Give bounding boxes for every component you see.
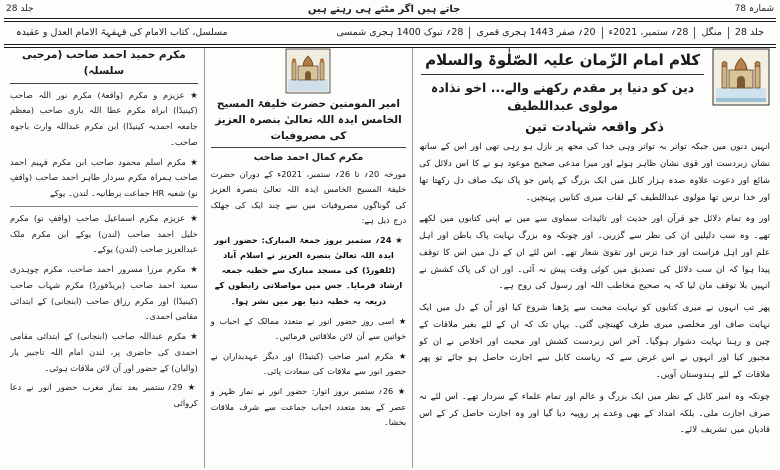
side-column-list xyxy=(10,88,198,412)
meta-hijri-shamsi: 28؍ تبوک 1400 ہجری شمسی xyxy=(336,27,464,38)
lead-paragraph: چونکہ وہ امیر کابل کے نظر میں ایک بزرگ و عالم اور تمام علماء کے سردار تھے۔ اس لئے نہ صرف اجازت ملی۔ بلکہ امداد کے بھی وعدے پر روپیہ دیا گیا اور وہ اجازت حاصل کر کے اس قادیان میں تشریف لائے۔ xyxy=(419,391,770,436)
lead-subhead: دین کو دنیا پر مقدم رکھنے والے... اخو نذادہ مولوی عبداللطیف xyxy=(430,80,695,113)
mid-paragraph: مورخہ 20؍ تا 26؍ ستمبر، 2021ء کے دوران حضرت خلیفۃ المسیح الخامس ایدہ اللہ تعالیٰ بنصرہ العزیز کی گوناگوں مصروفیات میں سے چند ایک کی جھلک درج ذیل ہے: xyxy=(210,169,407,225)
lead-paragraph: اور وہ تمام دلائل جو قرآن اور حدیث اور تائیدات سماوی سے میں نے اپنی کتابوں میں لکھے تھے۔ وہ سب دلیلیں ان کی نظر سے گزریں۔ اور چونکہ وہ بزرگ نہایت پاک باطن اور اہل علم اور اہل فراست اور خدا ترس اور تقویٰ شعار تھے۔ اس لئے ان کے دل میں اس کا توقف پیدا ہوا کہ ان سب دلائل کی تصدیق میں کوئی وقت پیش نہ آئی۔ اور ان کی پاک کشش نے انہیں بلا توقف مان لیا کہ یہ صحیح مخاطب اللہ اور رسول کی روح ہے۔ xyxy=(419,214,770,292)
side-column xyxy=(4,48,205,468)
lead-body-text xyxy=(419,139,770,439)
headline-divider xyxy=(421,74,704,75)
middle-column-byline: مکرم کمال احمد صاحب xyxy=(253,152,364,164)
page-tagline: جاتے ہیں اگر مٹتے ہی رہتے ہیں xyxy=(307,3,461,15)
list-item: ★ عزیزم مکرم اسماعیل صاحب (واقفِ نو) مکرم خلیل احمد صاحب (لندن) یوکے ابن مکرم ملک عبدالعزیز صاحب (لندن) یوکے۔ xyxy=(10,212,198,255)
mosque-icon-small xyxy=(285,48,331,94)
lead-section-title: ذکر واقعہ شہادت تین xyxy=(525,120,664,136)
meta-divider-3 xyxy=(602,27,603,39)
meta-day: منگل xyxy=(701,27,722,38)
meta-hijri-qamari: 20؍ صفر 1443 ہجری قمری xyxy=(476,27,596,38)
middle-column xyxy=(205,48,413,468)
lead-paragraph: پھر تب انہوں نے میری کتابوں کو نہایت محبت سے پڑھنا شروع کیا اور اُن کے دل میں ایک نہایت صاف اور مخلصی میری طرف کھینچی گئی۔ یہاں تک کہ ان کے لئے بغیر ملاقات کے چین و رہنا نہایت دشوار ہوگیا۔ آخر اس زبردست کشش اور محبت اور اخلاص نے ان کو مجبور کیا اور انہوں نے اس غرض سے کہ ریاست کابل سے اجازت حاصل ہو جائے تو پھر ملاقات کے لئے ہندوستان آویں۔ xyxy=(419,303,770,380)
list-item: ★ مکرم اسلم محمود صاحب ابن مکرم فہیم احمد صاحب ہمراہ مکرم سردار طاہر احمد صاحب (واقفِ نو) شعبہ HR جماعت برطانیہ۔ لندن۔ یوکے xyxy=(10,156,198,198)
mid-paragraph: ★ 24؍ ستمبر بروز جمعۃ المبارک: حضور انور ایدہ اللہ تعالیٰ بنصرہ العزیز نے اسلام آباد (ٹلفورڈ) کی مسجد مبارک سے خطبہ جمعہ ارشاد فرمایا۔ جس میں مواصلاتی رابطوں کے ذریعہ یہ خطبہ دنیا بھر میں نشر ہوا۔ xyxy=(214,234,403,306)
meta-divider-2 xyxy=(694,27,695,39)
rule-bottom-1 xyxy=(4,44,776,45)
volume-label: جلد 28 xyxy=(6,4,34,14)
side-column-footnote: ★ 29؍ ستمبر بعد نماز مغرب حضور انور نے دعا کروائی xyxy=(10,382,198,408)
meta-divider-1 xyxy=(728,27,729,39)
lead-column xyxy=(413,48,776,468)
middle-column-banner: امیر المومنین حضرت خلیفۃ المسیح الخامس ایدہ اللہ تعالیٰ بنصرہ العزیز کی مصروفیات xyxy=(211,97,406,148)
page-body xyxy=(4,48,776,468)
list-item: ★ مکرم عبداللہ صاحب (ابنجانی) کے ابتدائی مقامی احمدی کی حاضری پر، لندن امام اللہ تاجبیر یار (والیان) کے حضور اور آن لائن ملاقات ہوئی۔ xyxy=(10,331,198,373)
issue-label: شمارہ 78 xyxy=(734,4,774,14)
list-divider xyxy=(10,206,198,207)
list-item: ★ عزیزم و مکرم (واقعۂ) مکرم نور اللہ صاحب (کینیڈا) ابراہ مکرم عطا اللہ باری صاحب (معظم جامعہ احمدیہ کینیڈا) ابن مکرم عبداللہ وارث باجوہ صاحب۔ xyxy=(10,89,198,147)
middle-column-text xyxy=(211,167,406,430)
mid-paragraph: ★ مکرم امیر صاحب (کینیڈا) اور دیگر عہدیداران نے حضور انور سے ملاقات کی سعادت پائی۔ xyxy=(210,351,407,377)
meta-volume: جلد 28 xyxy=(734,27,764,38)
lead-paragraph: انہیں دنوں میں جبکہ تواتر بہ تواتر وہی خدا کی مجھ پر نازل ہو رہی تھی اور اس کے ساتھ نشان زبردست اور قوی نشان ظاہر ہوئے اور میرا مدعی صحیح موعود ہو نے کا اس دلائل کی شائع اور دعوت علاوہ صدہ ہزار کابل میں ایک بزرگ کے پاس جو پاک نیک صاف دل رکھتا تھا اور خدا ترس تھا مولوی عبداللطیف کے لقاب میری کتابیں پہنچیں۔ xyxy=(419,142,770,203)
meta-gregorian-date: 28؍ ستمبر، 2021ء xyxy=(608,27,689,38)
lead-kicker: کلام امام الزّمان علیہ الصّلٰوۃ والسلام xyxy=(425,51,701,69)
side-column-banner: مکرم حمید احمد صاحب (مرحبی سلسلہ) xyxy=(10,48,198,84)
date-bar xyxy=(4,22,776,43)
mosque-icon xyxy=(712,48,770,106)
mid-paragraph: ★ اسی روز حضور انور نے متعدد ممالک کے احباب و خواتین سے آن لائن ملاقاتیں فرمائیں۔ xyxy=(210,315,407,341)
lead-headline-block xyxy=(419,48,770,114)
rule-top-1 xyxy=(4,18,776,19)
masthead-subnote: مسلسل، کتاب الامام کی قہقہۃ الامام العدل و عقیدہ xyxy=(16,27,228,38)
meta-divider-4 xyxy=(469,27,470,39)
list-item: ★ مکرم مرزا مسرور احمد صاحب، مکرم چوہدری سعید احمد صاحب (بریڈفورڈ) مکرم شہاب صاحب (کینیڈا) اور مکرم رزاق صاحب (ابنجانی) کے ابتدائی مقامی احمدی۔ xyxy=(10,264,198,322)
top-strip xyxy=(0,0,780,18)
mid-paragraph: ★ 26؍ ستمبر بروز اتوار: حضور انور نے نماز ظہر و عصر کے بعد متعدد احباب جماعت سے شرف ملاقات بخشا۔ xyxy=(210,386,407,427)
lead-head-texts xyxy=(419,48,706,114)
